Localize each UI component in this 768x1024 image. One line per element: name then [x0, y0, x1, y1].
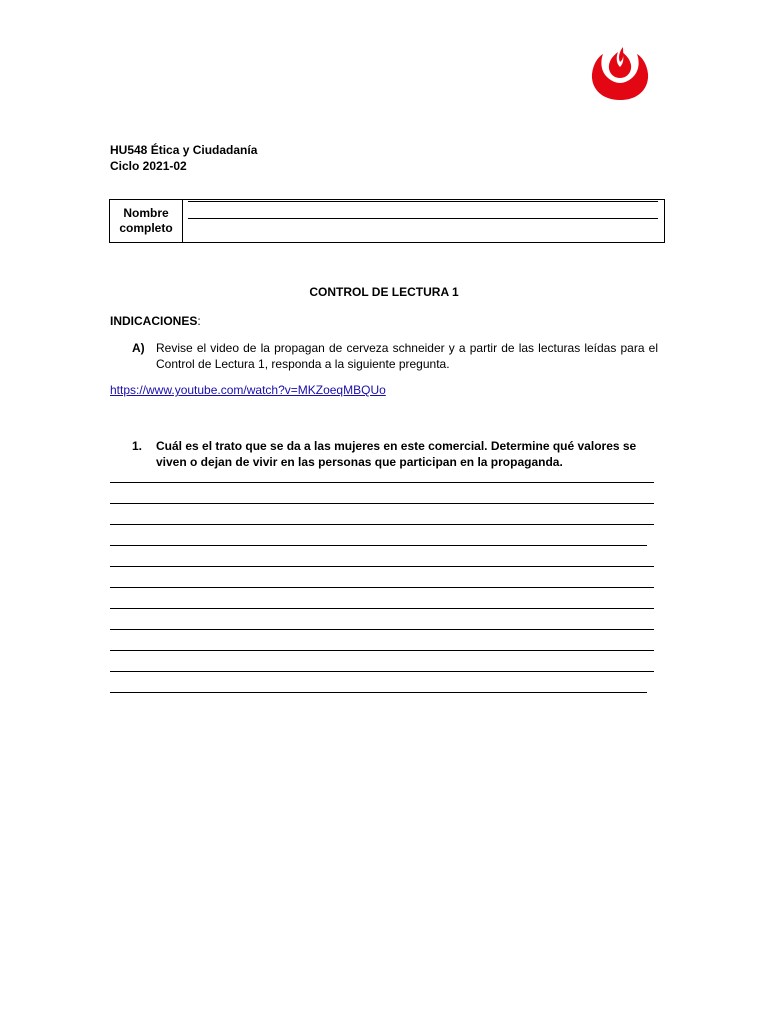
instructions-heading	[110, 314, 201, 328]
answer-line[interactable]	[110, 608, 654, 609]
item-a-text: Revise el video de la propagan de cerveza schneider y a partir de las lecturas leídas para el Control de Lectura 1, responda a la siguiente pregunta.	[156, 341, 658, 371]
video-link[interactable]: https://www.youtube.com/watch?v=MKZoeqMBQUo	[110, 383, 386, 397]
answer-line[interactable]	[110, 482, 654, 483]
name-field-box	[109, 199, 665, 243]
answer-line[interactable]	[110, 545, 647, 546]
answer-line[interactable]	[110, 566, 654, 567]
question-number: 1.	[132, 439, 143, 453]
flame-logo-icon	[589, 44, 651, 102]
instructions-heading-text: INDICACIONES	[110, 314, 198, 328]
answer-line[interactable]	[110, 503, 654, 504]
answer-line[interactable]	[110, 587, 654, 588]
instruction-item-a	[132, 340, 658, 372]
course-cycle: Ciclo 2021-02	[110, 159, 187, 173]
name-write-line-top	[188, 201, 658, 202]
document-title: CONTROL DE LECTURA 1	[309, 285, 459, 299]
university-logo	[589, 44, 651, 102]
name-write-line[interactable]	[188, 218, 658, 219]
answer-line[interactable]	[110, 671, 654, 672]
answer-line[interactable]	[110, 524, 654, 525]
item-a-marker: A)	[132, 341, 145, 355]
question-text: Cuál es el trato que se da a las mujeres en este comercial. Determine qué valores se viven o dejan de vivir en las personas que participan en la propaganda.	[156, 439, 637, 469]
answer-line[interactable]	[110, 629, 654, 630]
course-header	[110, 142, 257, 174]
course-title: HU548 Ética y Ciudadanía	[110, 143, 258, 157]
question-1	[132, 438, 658, 470]
answer-line[interactable]	[110, 650, 654, 651]
name-field-label	[110, 200, 183, 242]
name-label-line2: completo	[119, 221, 173, 235]
answer-line[interactable]	[110, 692, 647, 693]
instructions-heading-colon: :	[197, 314, 201, 328]
name-label-line1: Nombre	[123, 206, 169, 220]
